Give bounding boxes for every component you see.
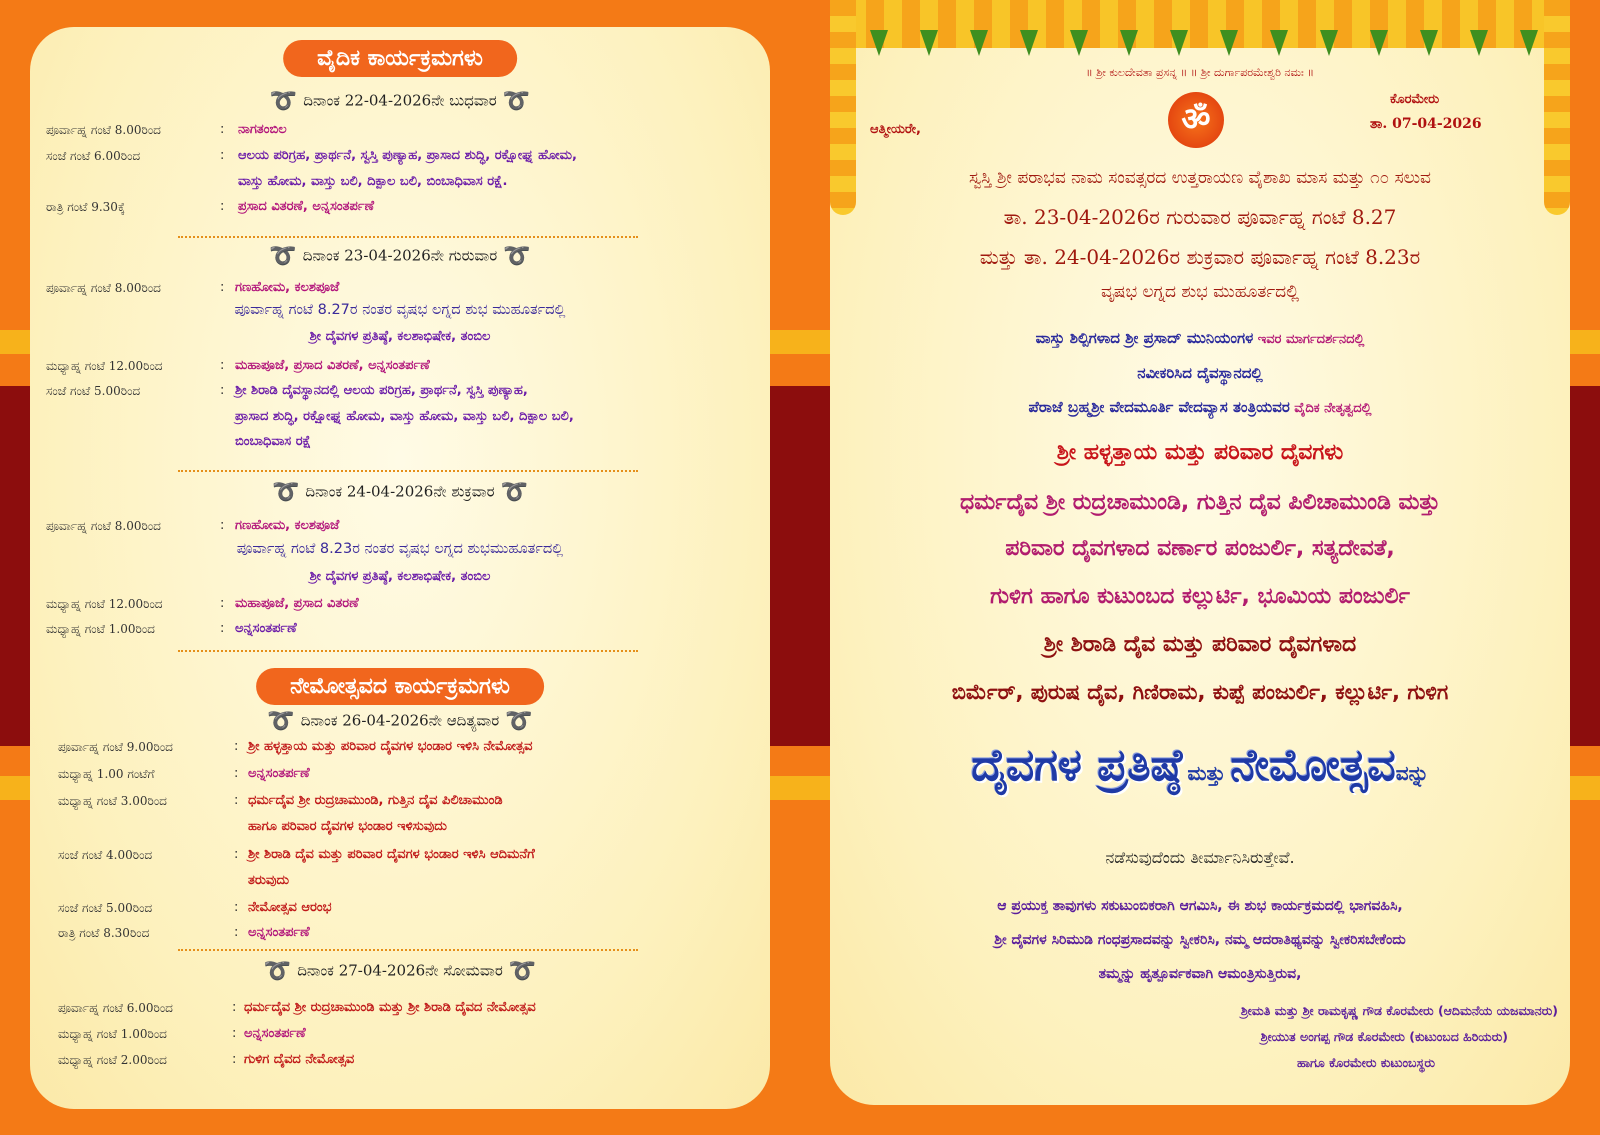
colon: : <box>220 621 225 636</box>
time-label: ರಾತ್ರಿ ಗಂಟೆ 8.30ರಿಂದ <box>58 926 150 940</box>
invite-line-3: ತಮ್ಮನ್ನು ಹೃತ್ಪೂರ್ವಕವಾಗಿ ಆಮಂತ್ರಿಸುತ್ತಿರುವ, <box>1098 966 1302 982</box>
day5-heading: ➰ ದಿನಾಂಕ 27-04-2026ನೇ ಸೋಮವಾರ ➰ <box>263 959 537 984</box>
leaf-icon <box>1170 30 1188 56</box>
leaf-icon <box>1270 30 1288 56</box>
colon: : <box>234 900 239 915</box>
letter-date: ತಾ. 07-04-2026 <box>1370 116 1482 132</box>
muhurta-subline: ಶ್ರೀ ದೈವಗಳ ಪ್ರತಿಷ್ಠೆ, ಕಲಶಾಭಿಷೇಕ, ತಂಬಿಲ <box>309 329 491 344</box>
swirl-ornament-icon: ➰ <box>505 709 533 734</box>
place: ಕೊರಮೇರು <box>1390 92 1440 107</box>
colon: : <box>232 1000 237 1015</box>
swirl-ornament-icon: ➰ <box>508 959 537 984</box>
date-line-2: ಮತ್ತು ತಾ. 24-04-2026ರ ಶುಕ್ರವಾರ ಪೂರ್ವಾಹ್ನ ಗಂಟೆ 8.23ರ <box>979 245 1421 269</box>
host-line-3: ಹಾಗೂ ಕೊರಮೇರು ಕುಟುಂಬಸ್ಥರು <box>1296 1055 1435 1070</box>
muhurta-line: ಪೂರ್ವಾಹ್ನ ಗಂಟೆ 8.23ರ ನಂತರ ವೃಷಭ ಲಗ್ನದ ಶುಭಮುಹೂರ್ತದಲ್ಲಿ <box>236 541 564 557</box>
activity-text: ಅನ್ನಸಂತರ್ಪಣೆ <box>248 925 310 940</box>
time-label: ಮಧ್ಯಾಹ್ನ ಗಂಟೆ 3.00ರಿಂದ <box>58 794 167 808</box>
activity-text: ಪ್ರಸಾದ ವಿತರಣೆ, ಅನ್ನಸಂತರ್ಪಣೆ <box>238 199 375 214</box>
leaf-icon <box>1370 30 1388 56</box>
time-label: ಪೂರ್ವಾಹ್ನ ಗಂಟೆ 6.00ರಿಂದ <box>58 1001 173 1015</box>
activity-text: ಶ್ರೀ ಹಳ್ಳತ್ತಾಯ ಮತ್ತು ಪರಿವಾರ ದೈವಗಳ ಭಂಡಾರ ಇಳಿಸಿ ನೇಮೋತ್ಸವ <box>248 739 533 754</box>
day4-heading: ➰ ದಿನಾಂಕ 26-04-2026ನೇ ಆದಿತ್ಯವಾರ ➰ <box>267 709 533 734</box>
activity-text: ಬಿಂಬಾಧಿವಾಸ ರಕ್ಷೆ <box>235 434 311 449</box>
host-line-1: ಶ್ರೀಮತಿ ಮತ್ತು ಶ್ರೀ ರಾಮಕೃಷ್ಣ ಗೌಡ ಕೊರಮೇರು (ಆದಿಮನೆಯ ಯಜಮಾನರು) <box>1240 1003 1558 1018</box>
swirl-ornament-icon: ➰ <box>500 480 529 505</box>
dotted-divider <box>178 236 638 238</box>
colon: : <box>232 1052 237 1067</box>
activity-text: ನಾಗತಂಬಿಲ <box>238 122 287 137</box>
invitation-panel <box>830 0 1570 1105</box>
leaf-icon <box>870 30 888 56</box>
colon: : <box>234 766 239 781</box>
leaf-icon <box>1420 30 1438 56</box>
activity-text: ಧರ್ಮದೈವ ಶ್ರೀ ರುದ್ರಚಾಮುಂಡಿ ಮತ್ತು ಶ್ರೀ ಶಿರಾಡಿ ದೈವದ ನೇಮೋತ್ಸವ <box>244 1000 536 1015</box>
time-label: ಮಧ್ಯಾಹ್ನ ಗಂಟೆ 12.00ರಿಂದ <box>46 597 163 611</box>
colon: : <box>234 925 239 940</box>
marigold-garland <box>830 0 1570 48</box>
renovated-line: ನವೀಕರಿಸಿದ ದೈವಸ್ಥಾನದಲ್ಲಿ <box>1137 364 1263 382</box>
leaf-icon <box>1070 30 1088 56</box>
time-label: ಪೂರ್ವಾಹ್ನ ಗಂಟೆ 8.00ರಿಂದ <box>46 519 161 533</box>
dotted-divider <box>178 949 638 951</box>
deity-line-5: ಶ್ರೀ ಶಿರಾಡಿ ದೈವ ಮತ್ತು ಪರಿವಾರ ದೈವಗಳಾದ <box>1043 632 1357 657</box>
time-label: ಸಂಜೆ ಗಂಟೆ 6.00ರಿಂದ <box>46 149 141 163</box>
activity-text: ಅನ್ನಸಂತರ್ಪಣೆ <box>248 766 310 781</box>
leaf-icon <box>1220 30 1238 56</box>
time-label: ಮಧ್ಯಾಹ್ನ ಗಂಟೆ 1.00ರಿಂದ <box>58 1027 167 1041</box>
nema-title: ನೇಮೋತ್ಸವದ ಕಾರ್ಯಕ್ರಮಗಳು <box>256 668 544 705</box>
time-label: ಮಧ್ಯಾಹ್ನ ಗಂಟೆ 1.00ರಿಂದ <box>46 622 155 636</box>
swirl-ornament-icon: ➰ <box>269 89 298 114</box>
deity-line-1: ಶ್ರೀ ಹಳ್ಳತ್ತಾಯ ಮತ್ತು ಪರಿವಾರ ದೈವಗಳು <box>1056 440 1344 465</box>
leaf-icon <box>1020 30 1038 56</box>
activity-text: ಅನ್ನಸಂತರ್ಪಣೆ <box>244 1026 306 1041</box>
muhurta-line: ಪೂರ್ವಾಹ್ನ ಗಂಟೆ 8.27ರ ನಂತರ ವೃಷಭ ಲಗ್ನದ ಶುಭ ಮುಹೂರ್ತದಲ್ಲಿ <box>234 302 566 318</box>
resolve-line: ನಡೆಸುವುದೆಂದು ತೀರ್ಮಾನಿಸಿರುತ್ತೇವೆ. <box>1105 848 1295 867</box>
time-label: ಮಧ್ಯಾಹ್ನ 1.00 ಗಂಟೆಗೆ <box>58 767 155 781</box>
day3-heading: ➰ ದಿನಾಂಕ 24-04-2026ನೇ ಶುಕ್ರವಾರ ➰ <box>271 480 529 505</box>
dotted-divider <box>178 470 638 472</box>
activity-text: ಧರ್ಮದೈವ ಶ್ರೀ ರುದ್ರಚಾಮುಂಡಿ, ಗುತ್ತಿನ ದೈವ ಪಿಲಿಚಾಮುಂಡಿ <box>248 793 503 808</box>
vastu-line: ವಾಸ್ತು ಶಿಲ್ಪಿಗಳಾದ ಶ್ರೀ ಪ್ರಸಾದ್ ಮುನಿಯಂಗಳ ಇವರ ಮಾರ್ಗದರ್ಶನದಲ್ಲಿ <box>1035 329 1365 347</box>
om-icon: ॐ <box>1168 92 1224 148</box>
leaf-icon <box>1470 30 1488 56</box>
colon: : <box>220 280 225 295</box>
activity-text: ಗುಳಿಗ ದೈವದ ನೇಮೋತ್ಸವ <box>244 1052 355 1067</box>
invite-line-2: ಶ್ರೀ ದೈವಗಳ ಸಿರಿಮುಡಿ ಗಂಧಪ್ರಸಾದವನ್ನು ಸ್ವೀಕರಿಸಿ, ನಮ್ಮ ಆದರಾತಿಥ್ಯವನ್ನು ಸ್ವೀಕರಿಸಬೇಕೆಂದು <box>994 932 1406 948</box>
swirl-ornament-icon: ➰ <box>267 709 295 734</box>
activity-text: ನೇಮೋತ್ಸವ ಆರಂಭ <box>248 900 332 915</box>
schedule-panel <box>30 27 770 1109</box>
activity-text: ತರುವುದು <box>248 873 290 888</box>
colon: : <box>220 383 225 398</box>
time-label: ರಾತ್ರಿ ಗಂಟೆ 9.30ಕ್ಕೆ <box>46 200 125 214</box>
activity-text: ಅನ್ನಸಂತರ್ಪಣೆ <box>235 621 297 636</box>
greeting: ಆತ್ಮೀಯರೇ, <box>870 122 921 137</box>
date-line-1: ತಾ. 23-04-2026ರ ಗುರುವಾರ ಪೂರ್ವಾಹ್ನ ಗಂಟೆ 8.27 <box>1003 205 1397 229</box>
leaf-icon <box>920 30 938 56</box>
main-heading: ದೈವಗಳ ಪ್ರತಿಷ್ಠೆ ಮತ್ತು ನೇಮೋತ್ಸವವನ್ನು <box>971 740 1429 791</box>
muhurta-subline: ಶ್ರೀ ದೈವಗಳ ಪ್ರತಿಷ್ಠೆ, ಕಲಶಾಭಿಷೇಕ, ತಂಬಿಲ <box>309 569 491 584</box>
muhurta-line: ವೃಷಭ ಲಗ್ನದ ಶುಭ ಮುಹೂರ್ತದಲ್ಲಿ <box>1101 282 1299 302</box>
swirl-ornament-icon: ➰ <box>269 244 297 269</box>
host-line-2: ಶ್ರೀಯುತ ಅಂಗಪ್ಪ ಗೌಡ ಕೊರಮೇರು (ಕುಟುಂಬದ ಹಿರಿಯರು) <box>1260 1029 1508 1044</box>
time-label: ಸಂಜೆ ಗಂಟೆ 5.00ರಿಂದ <box>46 384 141 398</box>
swirl-ornament-icon: ➰ <box>502 89 531 114</box>
activity-text: ಗಣಹೋಮ, ಕಲಶಪೂಜೆ <box>235 280 340 295</box>
time-label: ಮಧ್ಯಾಹ್ನ ಗಂಟೆ 12.00ರಿಂದ <box>46 359 163 373</box>
day1-heading: ➰ ದಿನಾಂಕ 22-04-2026ನೇ ಬುಧವಾರ ➰ <box>269 89 531 114</box>
leaf-icon <box>1520 30 1538 56</box>
colon: : <box>220 358 225 373</box>
vaidika-title: ವೈದಿಕ ಕಾರ್ಯಕ್ರಮಗಳು <box>283 40 517 77</box>
deity-line-2: ಧರ್ಮದೈವ ಶ್ರೀ ರುದ್ರಚಾಮುಂಡಿ, ಗುತ್ತಿನ ದೈವ ಪಿಲಿಚಾಮುಂಡಿ ಮತ್ತು <box>960 490 1440 515</box>
swirl-ornament-icon: ➰ <box>503 244 531 269</box>
activity-text: ಶ್ರೀ ಶಿರಾಡಿ ದೈವಸ್ಥಾನದಲ್ಲಿ ಆಲಯ ಪರಿಗ್ರಹ, ಪ್ರಾರ್ಥನೆ, ಸ್ವಸ್ತಿ ಪುಣ್ಯಾಹ, <box>235 383 528 398</box>
time-label: ಸಂಜೆ ಗಂಟೆ 4.00ರಿಂದ <box>58 848 153 862</box>
activity-text: ಹಾಗೂ ಪರಿವಾರ ದೈವಗಳ ಭಂಡಾರ ಇಳಿಸುವುದು <box>248 819 447 834</box>
time-label: ಪೂರ್ವಾಹ್ನ ಗಂಟೆ 8.00ರಿಂದ <box>46 281 161 295</box>
day2-heading: ➰ ದಿನಾಂಕ 23-04-2026ನೇ ಗುರುವಾರ ➰ <box>269 244 531 269</box>
activity-text: ಮಹಾಪೂಜೆ, ಪ್ರಸಾದ ವಿತರಣೆ <box>235 596 359 611</box>
colon: : <box>220 518 225 533</box>
activity-text: ಗಣಹೋಮ, ಕಲಶಪೂಜೆ <box>235 518 340 533</box>
colon: : <box>232 1026 237 1041</box>
time-label: ಪೂರ್ವಾಹ್ನ ಗಂಟೆ 9.00ರಿಂದ <box>58 740 173 754</box>
activity-text: ವಾಸ್ತು ಹೋಮ, ವಾಸ್ತು ಬಲಿ, ದಿಕ್ಪಾಲ ಬಲಿ, ಬಿಂಬಾಧಿವಾಸ ರಕ್ಷೆ. <box>238 174 508 189</box>
colon: : <box>220 199 225 214</box>
activity-text: ಮಹಾಪೂಜೆ, ಪ್ರಸಾದ ವಿತರಣೆ, ಅನ್ನಸಂತರ್ಪಣೆ <box>235 358 430 373</box>
swirl-ornament-icon: ➰ <box>263 959 292 984</box>
time-label: ಮಧ್ಯಾಹ್ನ ಗಂಟೆ 2.00ರಿಂದ <box>58 1053 167 1067</box>
colon: : <box>234 793 239 808</box>
deity-line-3: ಪರಿವಾರ ದೈವಗಳಾದ ವರ್ಣಾರ ಪಂಜುರ್ಲಿ, ಸತ್ಯದೇವತೆ, <box>1005 536 1395 561</box>
deity-line-4: ಗುಳಿಗ ಹಾಗೂ ಕುಟುಂಬದ ಕಲ್ಲುರ್ಟಿ, ಭೂಮಿಯ ಪಂಜುರ್ಲಿ <box>990 584 1410 609</box>
colon: : <box>234 739 239 754</box>
leaf-icon <box>1120 30 1138 56</box>
colon: : <box>220 122 225 137</box>
samvatsara-line: ಸ್ವಸ್ತಿ ಶ್ರೀ ಪರಾಭವ ನಾಮ ಸಂವತ್ಸರದ ಉತ್ತರಾಯಣ ವೈಶಾಖ ಮಾಸ ಮತ್ತು ೧೦ ಸಲುವ <box>969 168 1431 188</box>
swirl-ornament-icon: ➰ <box>271 480 300 505</box>
time-label: ಸಂಜೆ ಗಂಟೆ 5.00ರಿಂದ <box>58 901 153 915</box>
invite-line-1: ಆ ಪ್ರಯುಕ್ತ ತಾವುಗಳು ಸಕುಟುಂಬಿಕರಾಗಿ ಆಗಮಿಸಿ, ಈ ಶುಭ ಕಾರ್ಯಕ್ರಮದಲ್ಲಿ ಭಾಗವಹಿಸಿ, <box>997 898 1403 914</box>
colon: : <box>220 596 225 611</box>
priest-line: ಪೆರಾಜೆ ಬ್ರಹ್ಮಶ್ರೀ ವೇದಮೂರ್ತಿ ವೇದವ್ಯಾಸ ತಂತ್ರಿಯವರ ವೈದಿಕ ನೇತೃತ್ವದಲ್ಲಿ <box>1028 398 1372 416</box>
top-blessing: ॥ ಶ್ರೀ ಕುಲದೇವತಾ ಪ್ರಸನ್ನ ॥ ॥ ಶ್ರೀ ದುರ್ಗಾಪರಮೇಶ್ವರಿ ನಮಃ ॥ <box>1086 66 1314 79</box>
colon: : <box>234 847 239 862</box>
leaf-icon <box>1320 30 1338 56</box>
dotted-divider <box>178 650 638 652</box>
time-label: ಪೂರ್ವಾಹ್ನ ಗಂಟೆ 8.00ರಿಂದ <box>46 123 161 137</box>
leaf-icon <box>970 30 988 56</box>
deity-line-6: ಬಿರ್ಮೆರ್, ಪುರುಷ ದೈವ, ಗಿಣಿರಾಮ, ಕುಪ್ಪೆ ಪಂಜುರ್ಲಿ, ಕಲ್ಲುರ್ಟಿ, ಗುಳಿಗ <box>951 680 1449 704</box>
activity-text: ಆಲಯ ಪರಿಗ್ರಹ, ಪ್ರಾರ್ಥನೆ, ಸ್ವಸ್ತಿ ಪುಣ್ಯಾಹ, ಪ್ರಾಸಾದ ಶುದ್ಧಿ, ರಕ್ಷೋಘ್ನ ಹೋಮ, <box>238 148 577 163</box>
colon: : <box>220 148 225 163</box>
activity-text: ಪ್ರಾಸಾದ ಶುದ್ಧಿ, ರಕ್ಷೋಘ್ನ ಹೋಮ, ವಾಸ್ತು ಹೋಮ, ವಾಸ್ತು ಬಲಿ, ದಿಕ್ಪಾಲ ಬಲಿ, <box>235 409 574 424</box>
activity-text: ಶ್ರೀ ಶಿರಾಡಿ ದೈವ ಮತ್ತು ಪರಿವಾರ ದೈವಗಳ ಭಂಡಾರ ಇಳಿಸಿ ಆದಿಮನೆಗೆ <box>248 847 535 862</box>
